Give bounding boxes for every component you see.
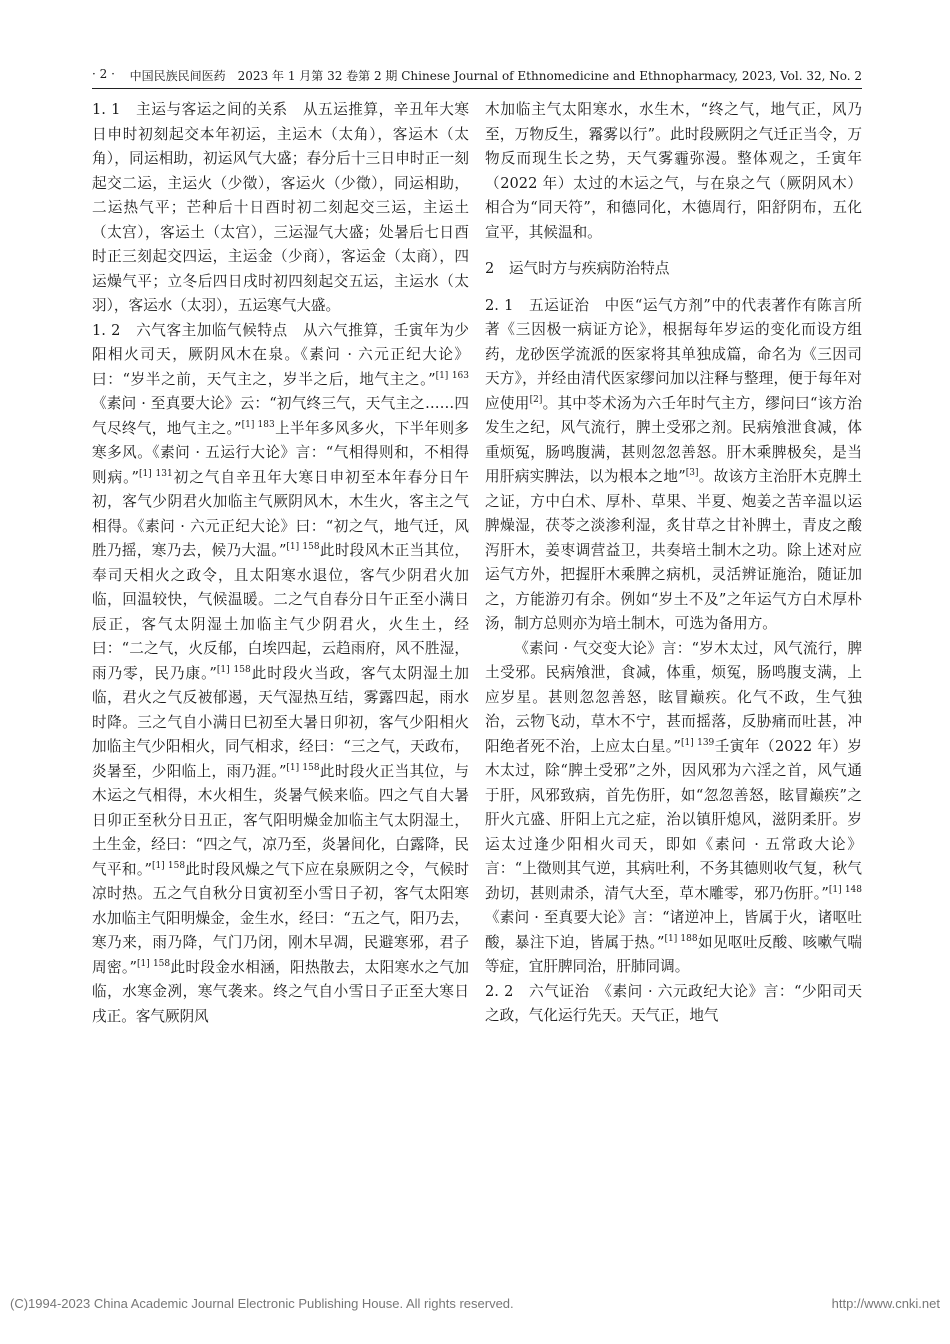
journal-citation-line: 中国民族民间医药 2023 年 1 月第 32 卷第 2 期 Chinese Journal of Ethnomedicine and Ethnopharmacy, 2023, Vol. 32, No. 2 xyxy=(129,69,862,83)
header-rule xyxy=(92,88,862,89)
citation-ref: [1] 158 xyxy=(286,542,320,552)
citation-ref: [1] 139 xyxy=(681,737,715,748)
footer-url: http://www.cnki.net xyxy=(831,1296,940,1311)
continued-paragraph: 木加临主气太阳寒水，水生木，“终之气，地气正，风乃至，万物反生，霿雾以行”。此时段厥阴之气迁正当令，万物反而现生长之势，天气雾霾弥漫。整体观之，壬寅年（2022 年）太过的木运之气，与在泉之气（厥阴风木）相合为“同天符”，和德同化，木德周行，阳舒阴布，五化宣平，其候温和。 xyxy=(485,101,862,241)
section-2-heading: 2 运气时方与疾病防治特点 xyxy=(485,260,670,277)
citation-ref: [1] 158 xyxy=(286,762,320,773)
citation-ref: [2] xyxy=(529,394,543,405)
citation-ref: [1] 183 xyxy=(241,419,275,430)
section-1-1-paragraph: 1. 1 主运与客运之间的关系 从五运推算，辛丑年大寒日申时初刻起交本年初运，主运木（太角），客运木（太角），同运相助，初运风气大盛；春分后十三日申时正一刻起交二运，主运火（少徵），客运火（少徵），同运相助，二运热气平；芒种后十日酉时初二刻起交三运，主运土（太宫），客运土（太宫），三运湿气大盛；处暑后七日酉时正三刻起交四运，主运金（少商），客运金（太商），四运燥气平；立冬后四日戌时初四刻起交五运，主运水（太羽），客运水（太羽），五运寒气大盛。 xyxy=(92,101,469,314)
citation-ref: [1] 148 xyxy=(828,884,862,895)
citation-ref: [3] xyxy=(685,468,699,478)
left-column xyxy=(92,98,469,1029)
qi-jiao-bian-paragraph: 《素问 · 气交变大论》言：“岁木太过，风气流行，脾土受邪。民病飧泄，食减，体重，烦冤，肠鸣腹支满，上应岁星。甚则忽忽善怒，眩冒巅疾。化气不政，生气独治，云物飞动，草木不宁，甚而摇落，反胁痛而吐甚，冲阳绝者死不治，上应太白星。”$^{[1] 139}$壬寅年（2022 年）岁木太过，除“脾土受邪”之外，因风邪为六淫之首，风气通于肝，风邪致病，首先伤肝，如“忽忽善怒，眩冒巅疾”之肝火亢盛、肝阳上亢之症，治以镇肝熄风，滋阴柔肝。岁运太过逢少阳相火司天，即如《素问 · 五常政大论》言：“上徵则其气逆，其病吐利，不务其德则收气复，秋气劲切，甚则肃杀，清气大至，草木雕零，邪乃伤肝。”$^{[1] 148}$《素问 · 至真要大论》言：“诸逆冲上，皆属于火，诸呕吐酸，暴注下迫，皆属于热。”$^{[1] 188}$如见呕吐反酸、咳嗽气喘等症，宜肝脾同治，肝肺同调。 xyxy=(485,639,862,975)
section-2-2-paragraph: 2. 2 六气证治 《素问 · 六元政纪大论》言：“少阳司天之政，气化运行先天。天气正，地气 xyxy=(485,982,862,1024)
section-1-2-paragraph: 1. 2 六气客主加临气候特点 从六气推算，壬寅年为少阳相火司天，厥阴风木在泉。《素问 · 六元正纪大论》曰：“岁半之前，天气主之，岁半之后，地气主之。”$^{[1] 163}$《素问 · 至真要大论》云：“初气终三气，天气主之……四气尽终气，地气主之。”$^{[1] 183}$上半年多风多火，下半年则多寒多风。《素问 · 五运行大论》言：“气相得则和，不相得则病。”$^{[1] 131}$初之气自辛丑年大寒日申初至本年春分日午初，客气少阴君火加临主气厥阴风木，木生火，客主之气相得。《素问 · 六元正纪大论》曰：“初之气，地气迁，风胜乃摇，寒乃去，候乃大温。”$^{[1] 158}$此时段风木正当其位，奉司天相火之政令，且太阳寒水退位，客气少阴君火加临，回温较快，气候温暖。二之气自春分日午正至小满日辰正，客气太阴湿土加临主气少阴君火，火生土，经曰：“二之气，火反郁，白埃四起，云趋雨府，风不胜湿，雨乃零，民乃康。”$^{[1] 158}$此时段火当政，客气太阴湿土加临，君火之气反被郁遏，天气湿热互结，雾露四起，雨水时降。三之气自小满日巳初至大暑日卯初，客气少阳相火加临主气少阳相火，同气相求，经曰：“三之气，天政布，炎暑至，少阳临上，雨乃涯。”$^{[1] 158}$此时段火正当其位，与木运之气相得，木火相生，炎暑气候来临。四之气自大暑日卯正至秋分日丑正，客气阳明燥金加临主气太阴湿土，土生金，经曰：“四之气，凉乃至，炎暑间化，白露降，民气平和。”$^{[1] 158}$此时段风燥之气下应在泉厥阴之令，气候时凉时热。五之气自秋分日寅初至小雪日子初，客气太阳寒水加临主气阳明燥金，金生水，经曰：“五之气，阳乃去，寒乃来，雨乃降，气门乃闭，刚木早凋，民避寒邪，君子周密。”$^{[1] 158}$此时段金水相涵，阳热散去，太阳寒水之气加临，水寒金冽，寒气袭来。终之气自小雪日子正至大寒日戌正。客气厥阴风 xyxy=(92,321,469,1025)
copyright-notice: (C)1994-2023 China Academic Journal Electronic Publishing House. All rights reserved. xyxy=(10,1296,514,1311)
citation-ref: [1] 158 xyxy=(151,860,186,871)
right-column xyxy=(485,98,862,1029)
page-number: · 2 · xyxy=(92,67,115,81)
citation-ref: [1] 163 xyxy=(435,370,469,381)
citation-ref: [1] 131 xyxy=(138,468,173,479)
running-header xyxy=(92,64,862,86)
section-2-1-paragraph: 2. 1 五运证治 中医“运气方剂”中的代表著作有陈言所著《三因极一病证方论》，根据每年岁运的变化而设方组药，龙砂医学流派的医家将其单独成篇，命名为《三因司天方》，并经由清代医家缪问加以注释与整理，便于每年对应使用[2]。其中苓术汤为六壬年时气主方，缪问曰“该方治发生之纪，风气流行，脾土受邪之剂。民病飧泄食减，体重烦冤，肠鸣腹满，甚则忽忽善怒。肝木乘脾极矣，是当用肝病实脾法，以为根本之地”[3]。故该方主治肝木克脾土之证，方中白术、厚朴、草果、半夏、炮姜之苦辛温以运脾燥湿，茯苓之淡渗利湿，炙甘草之甘补脾土，青皮之酸泻肝木，姜枣调营益卫，共奏培土制木之功。除上述对应运气方外，把握肝木乘脾之病机，灵活辨证施治，随证加之，方能游刃有余。例如“岁土不及”之年运气方白术厚朴汤，制方总则亦为培土制木，可选为备用方。 xyxy=(485,296,862,632)
citation-ref: [1] 158 xyxy=(216,664,251,675)
citation-ref: [1] 158 xyxy=(137,958,171,969)
citation-ref: [1] 188 xyxy=(664,933,698,944)
